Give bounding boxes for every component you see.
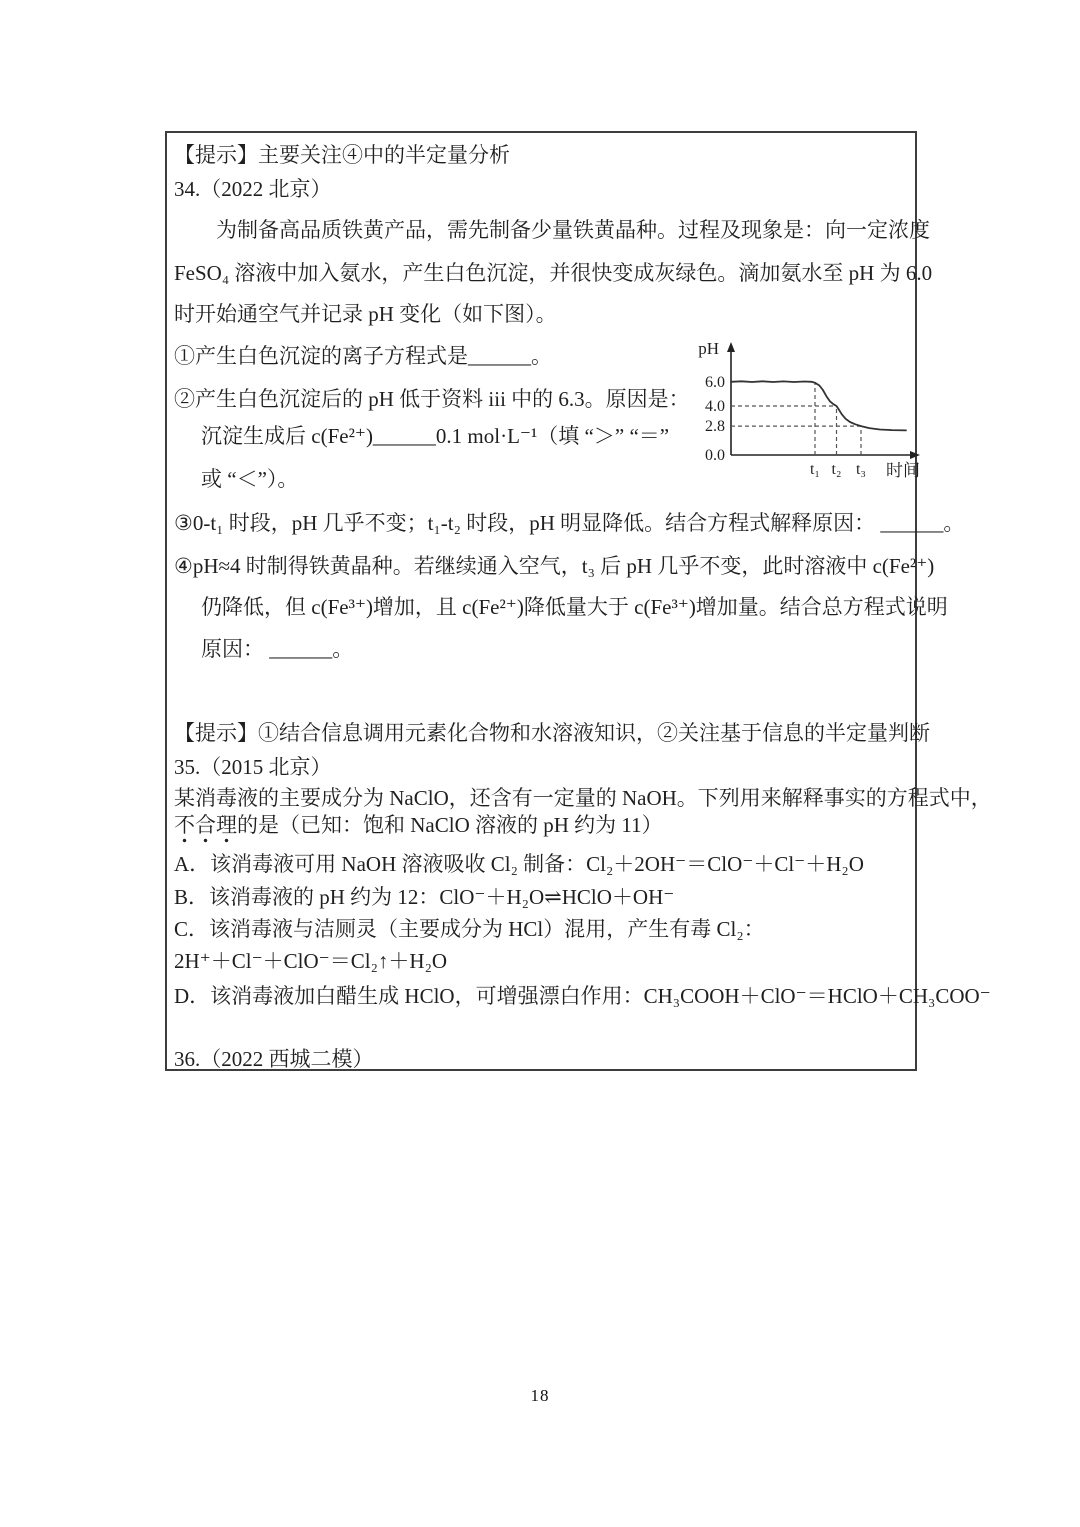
- svg-text:t₂: t₂: [831, 461, 842, 478]
- option-a: A．该消毒液可用 NaOH 溶液吸收 Cl₂ 制备：Cl₂＋2OH⁻＝ClO⁻＋Cl⁻＋H₂O: [174, 852, 864, 876]
- q34-item-4-cont-2: 原因： ______。: [201, 637, 354, 661]
- q34-paragraph-line-1: 为制备高品质铁黄产品，需先制备少量铁黄晶种。过程及现象是：向一定浓度: [216, 218, 930, 242]
- option-d: D．该消毒液加白醋生成 HClO，可增强漂白作用：CH₃COOH＋ClO⁻＝HClO＋CH₃COO⁻: [174, 984, 991, 1008]
- svg-text:t₁: t₁: [809, 461, 821, 478]
- question-box: [165, 131, 992, 1071]
- ph-time-chart: [697, 337, 932, 487]
- question-header-36: 36.（2022 西城二模）: [174, 1047, 374, 1071]
- q34-item-4-cont-1: 仍降低，但 c(Fe³⁺)增加，且 c(Fe²⁺)降低量大于 c(Fe³⁺)增加量。结合总方程式说明: [201, 595, 948, 619]
- option-b: B．该消毒液的 pH 约为 12：ClO⁻＋H₂O⇌HClO＋OH⁻: [174, 885, 675, 909]
- svg-text:pH: pH: [698, 339, 719, 358]
- svg-text:2.8: 2.8: [705, 418, 725, 436]
- question-text-lines: [167, 142, 992, 1073]
- hint-line-1: 【提示】主要关注④中的半定量分析: [174, 143, 510, 167]
- q34-item-1: ①产生白色沉淀的离子方程式是______。: [174, 344, 552, 368]
- q34-item-2-cont-1: 沉淀生成后 c(Fe²⁺)______0.1 mol·L⁻¹（填 “＞” “＝”: [201, 424, 670, 448]
- option-c-equation: 2H⁺＋Cl⁻＋ClO⁻＝Cl₂↑＋H₂O: [174, 949, 448, 973]
- hint-line-2: 【提示】①结合信息调用元素化合物和水溶液知识，②关注基于信息的半定量判断: [174, 721, 930, 745]
- emphasized-text: 不合理: [174, 813, 237, 837]
- page-number: 18: [530, 1386, 550, 1405]
- q34-item-3: ③0-t₁ 时段，pH 几乎不变；t₁-t₂ 时段，pH 明显降低。结合方程式解释原因： ______。: [174, 511, 965, 535]
- question-header-35: 35.（2015 北京）: [174, 755, 332, 779]
- q35-stem-line-2: 不合理的是（已知：饱和 NaClO 溶液的 pH 约为 11）: [174, 813, 663, 837]
- q34-item-4: ④pH≈4 时制得铁黄晶种。若继续通入空气，t₃ 后 pH 几乎不变，此时溶液中 c(Fe²⁺): [174, 554, 935, 578]
- ph-time-chart-svg: [697, 337, 932, 487]
- question-header-34: 34.（2022 北京）: [174, 177, 332, 201]
- svg-text:时间: 时间: [886, 461, 920, 480]
- q34-paragraph-line-3: 时开始通空气并记录 pH 变化（如下图）。: [174, 302, 557, 326]
- svg-text:6.0: 6.0: [705, 374, 725, 391]
- svg-text:4.0: 4.0: [705, 398, 725, 415]
- q35-stem-line-1: 某消毒液的主要成分为 NaClO，还含有一定量的 NaOH。下列用来解释事实的方程式中，: [174, 786, 992, 810]
- option-c: C．该消毒液与洁厕灵（主要成分为 HCl）混用，产生有毒 Cl₂：: [174, 917, 765, 941]
- q34-item-2-cont-2: 或 “＜”）。: [201, 467, 299, 491]
- q34-item-2: ②产生白色沉淀后的 pH 低于资料 iii 中的 6.3。原因是：: [174, 387, 690, 411]
- q34-paragraph-line-2: FeSO₄ 溶液中加入氨水，产生白色沉淀，并很快变成灰绿色。滴加氨水至 pH 为 6.0: [174, 261, 933, 285]
- svg-text:t₃: t₃: [855, 461, 867, 478]
- svg-text:0.0: 0.0: [705, 447, 725, 464]
